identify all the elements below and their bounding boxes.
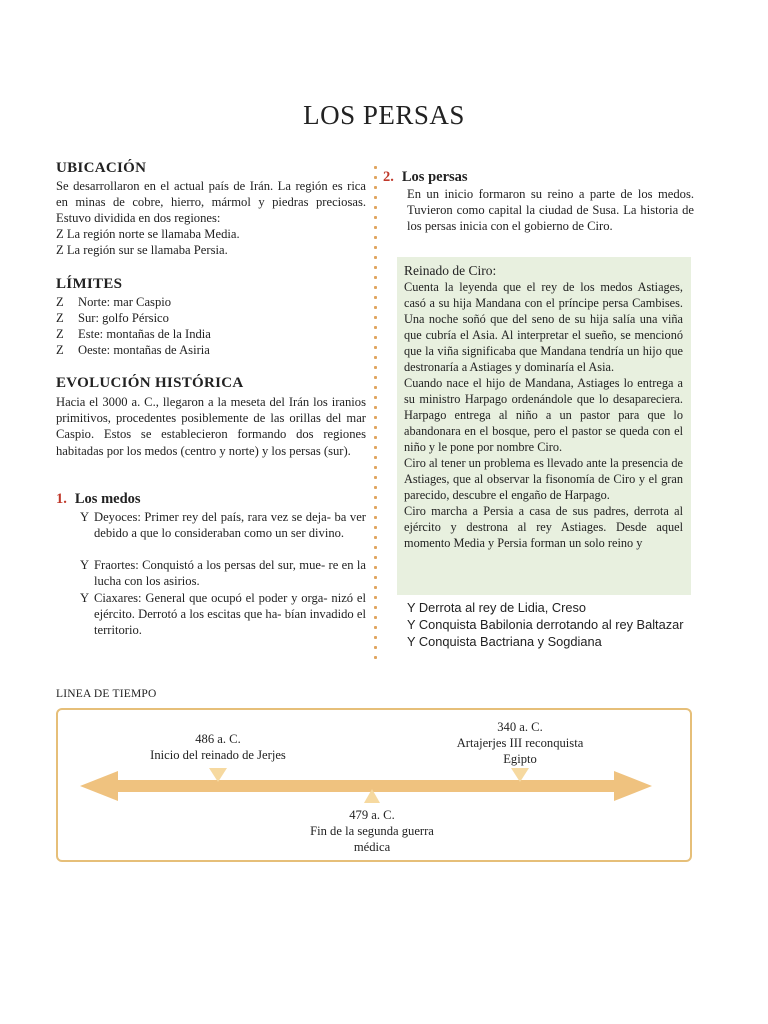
limites-item-text: Sur: golfo Pérsico [78, 311, 169, 325]
ciro-paragraph: Ciro al tener un problema es llevado ante la presencia de Astiages, que al observar la fisonomía de Ciro y el gran parecido, descubre el engaño de Harpago. [404, 456, 683, 502]
timeline-label: LINEA DE TIEMPO [56, 688, 157, 700]
ubicacion-item-text: La región sur se llamaba Persia. [66, 243, 228, 257]
ciro-paragraph: Cuenta la leyenda que el rey de los medos Astiages, casó a su hija Mandana con el príncipe persa Cambises. Una noche soñó que del seno de su hija salía una viña que cubría el Asia. Al interpretar el sueño, se mencionó que la viña significaba que Mandana tendría un hijo que destronaría a Astiages y dominaría el Asia. [404, 280, 683, 374]
medo-item-text: Deyoces: Primer rey del país, rara vez se deja- ba ver debido a que lo consideraban como un ser divino. [94, 510, 366, 541]
evolucion-heading: EVOLUCIÓN HISTÓRICA [56, 375, 244, 391]
limites-item-text: Oeste: montañas de Asiria [78, 343, 210, 357]
limites-item-text: Este: montañas de la India [78, 327, 211, 341]
timeline-event-340 [440, 719, 600, 767]
bullet-mark: Z [56, 295, 64, 309]
ciro-title: Reinado de Ciro: [404, 263, 497, 278]
bullet-mark: Z [56, 227, 64, 241]
conquest-text: Conquista Babilonia derrotando al rey Baltazar [418, 617, 684, 632]
limites-item-text: Norte: mar Caspio [78, 295, 172, 309]
bullet-mark: Y [407, 600, 416, 615]
persas-paragraph: En un inicio formaron su reino a parte de los medos. Tuvieron como capital la ciudad de Susa. La historia de los persas inicia con el gobierno de Ciro. [407, 187, 694, 234]
medo-item-text: Ciaxares: General que ocupó el poder y orga- nizó el ejército. Derrotó a los escitas que ha- bían invadido el territorio. [94, 591, 366, 638]
bullet-mark: Y [407, 617, 416, 632]
event-date: 479 a. C. [349, 808, 395, 822]
evolucion-paragraph: Hacia el 3000 a. C., llegaron a la meseta del Irán los iranios primitivos, procedentes posiblemente de las orillas del mar Caspio. Estos se establecieron formando dos regiones habitadas por los medos (centro y norte) y los persas (sur). [56, 395, 366, 458]
event-date: 340 a. C. [497, 720, 543, 734]
event-desc: Artajerjes III reconquista Egipto [456, 736, 584, 766]
bullet-mark: Y [80, 591, 90, 605]
bullet-mark: Z [56, 311, 64, 325]
timeline-marker-486 [209, 768, 227, 782]
section-number: 1. [56, 491, 67, 507]
ubicacion-heading: UBICACIÓN [56, 160, 147, 176]
timeline-event-486 [118, 731, 318, 763]
ciro-paragraph: Cuando nace el hijo de Mandana, Astiages lo entrega a su ministro Harpago ordenándole que lo desapareciera. Harpago entrega al niño a un pastor para que lo abandonara en el bosque, pero el pastor se queda con el niño y le pone por nombre Ciro. [404, 376, 683, 454]
bullet-mark: Y [80, 510, 90, 524]
event-desc: Inicio del reinado de Jerjes [150, 748, 286, 762]
page-title: LOS PERSAS [303, 100, 465, 130]
timeline-arrow-shape [80, 771, 652, 801]
medo-item-text: Fraortes: Conquistó a los persas del sur, mue- re en la lucha con los asirios. [94, 558, 366, 589]
bullet-mark: Z [56, 243, 64, 257]
limites-heading: LÍMITES [56, 276, 123, 292]
persas-title: Los persas [401, 169, 468, 185]
bullet-mark: Z [56, 343, 64, 357]
timeline-event-479 [292, 807, 452, 855]
event-desc: Fin de la segunda guerra médica [310, 824, 434, 854]
bullet-mark: Y [80, 558, 90, 572]
timeline-marker-340 [511, 768, 529, 782]
conquest-text: Conquista Bactriana y Sogdiana [418, 634, 602, 649]
event-date: 486 a. C. [195, 732, 241, 746]
ubicacion-paragraph: Se desarrollaron en el actual país de Irán. La región es rica en minas de cobre, hierro, mármol y piedras preciosas. Estuvo dividida en dos regiones: [56, 179, 366, 226]
bullet-mark: Z [56, 327, 64, 341]
conquest-text: Derrota al rey de Lidia, Creso [418, 600, 587, 615]
bullet-mark: Y [407, 634, 416, 649]
medos-title: Los medos [74, 491, 141, 507]
ubicacion-item-text: La región norte se llamaba Media. [66, 227, 240, 241]
ciro-paragraph: Ciro marcha a Persia a casa de sus padres, derrota al ejército y destrona al rey Astiages. Desde aquel momento Media y Persia forman un solo reino y [404, 504, 683, 550]
section-number: 2. [383, 169, 394, 185]
